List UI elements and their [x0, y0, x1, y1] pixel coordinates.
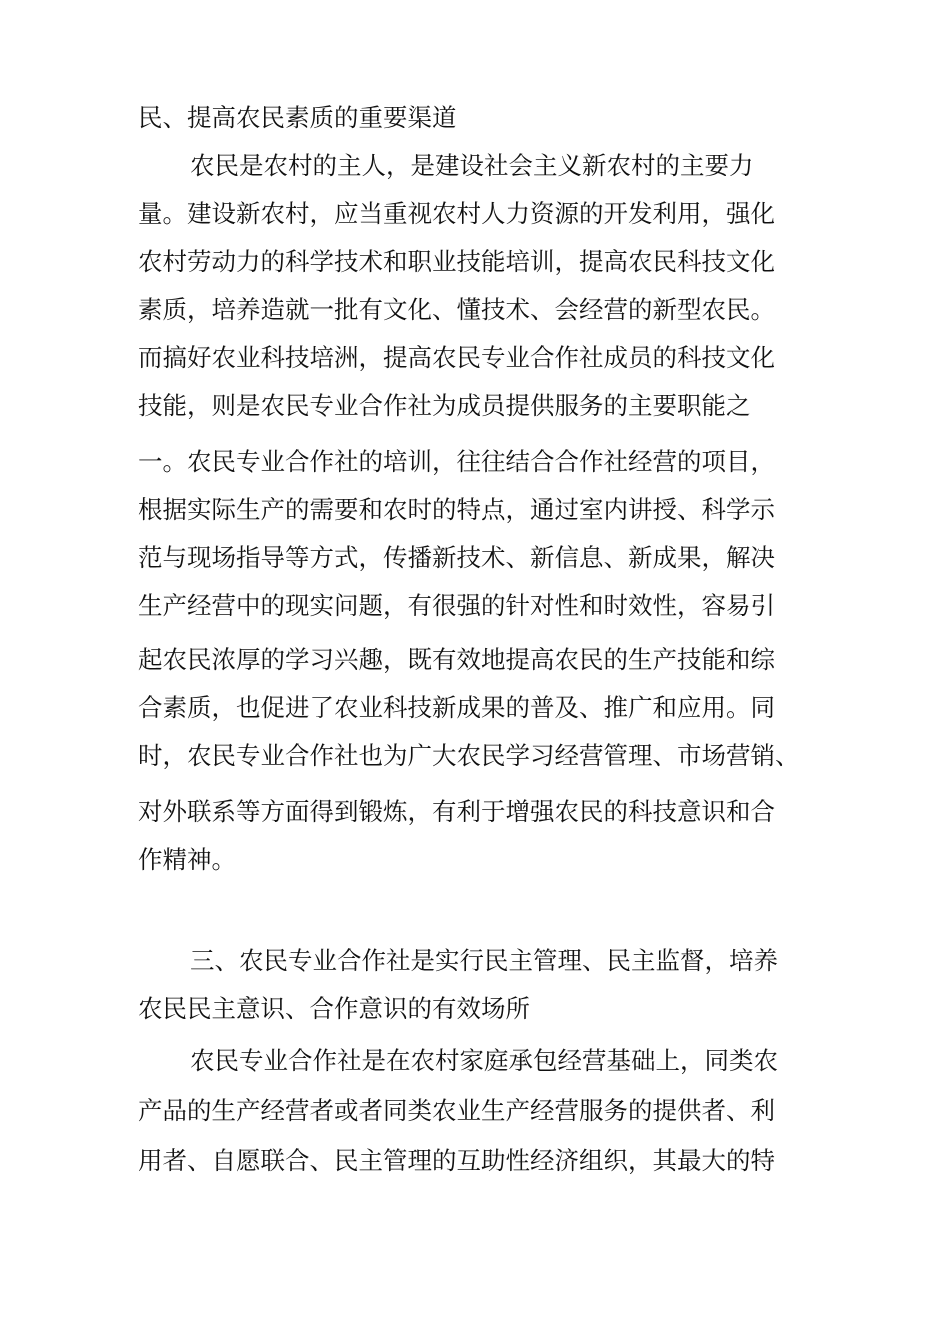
- paragraph-line: 素质，培养造就一批有文化、懂技术、会经营的新型农民。: [138, 295, 775, 324]
- paragraph-line: 产品的生产经营者或者同类农业生产经营服务的提供者、利: [138, 1096, 775, 1125]
- paragraph-line: 作精神。: [138, 845, 236, 874]
- paragraph-line: 根据实际生产的需要和农时的特点，通过室内讲授、科学示: [138, 495, 775, 524]
- paragraph-line: 农民专业合作社是在农村家庭承包经营基础上，同类农: [190, 1046, 778, 1075]
- paragraph-line: 一。农民专业合作社的培训，往往结合合作社经营的项目，: [138, 447, 775, 476]
- section-heading: 三、农民专业合作社是实行民主管理、民主监督，培养: [190, 946, 778, 975]
- paragraph-line: 合素质，也促进了农业科技新成果的普及、推广和应用。同: [138, 693, 775, 722]
- paragraph-line: 生产经营中的现实问题，有很强的针对性和时效性，容易引: [138, 591, 775, 620]
- paragraph-line: 起农民浓厚的学习兴趣，既有效地提高农民的生产技能和综: [138, 645, 775, 674]
- paragraph-line: 用者、自愿联合、民主管理的互助性经济组织，其最大的特: [138, 1146, 775, 1175]
- paragraph-line: 对外联系等方面得到锻炼，有利于增强农民的科技意识和合: [138, 797, 775, 826]
- paragraph-line: 范与现场指导等方式，传播新技术、新信息、新成果，解决: [138, 543, 775, 572]
- paragraph-line: 量。建设新农村，应当重视农村人力资源的开发利用，强化: [138, 199, 775, 228]
- paragraph-line: 农村劳动力的科学技术和职业技能培训，提高农民科技文化: [138, 247, 775, 276]
- section-heading: 农民民主意识、合作意识的有效场所: [138, 994, 530, 1023]
- section-heading-continuation: 民、提高农民素质的重要渠道: [138, 103, 457, 132]
- paragraph-line: 农民是农村的主人，是建设社会主义新农村的主要力: [190, 151, 754, 180]
- paragraph-line: 时，农民专业合作社也为广大农民学习经营管理、市场营销、: [138, 741, 800, 770]
- paragraph-line: 技能，则是农民专业合作社为成员提供服务的主要职能之: [138, 391, 751, 420]
- paragraph-line: 而搞好农业科技培洲，提高农民专业合作社成员的科技文化: [138, 343, 775, 372]
